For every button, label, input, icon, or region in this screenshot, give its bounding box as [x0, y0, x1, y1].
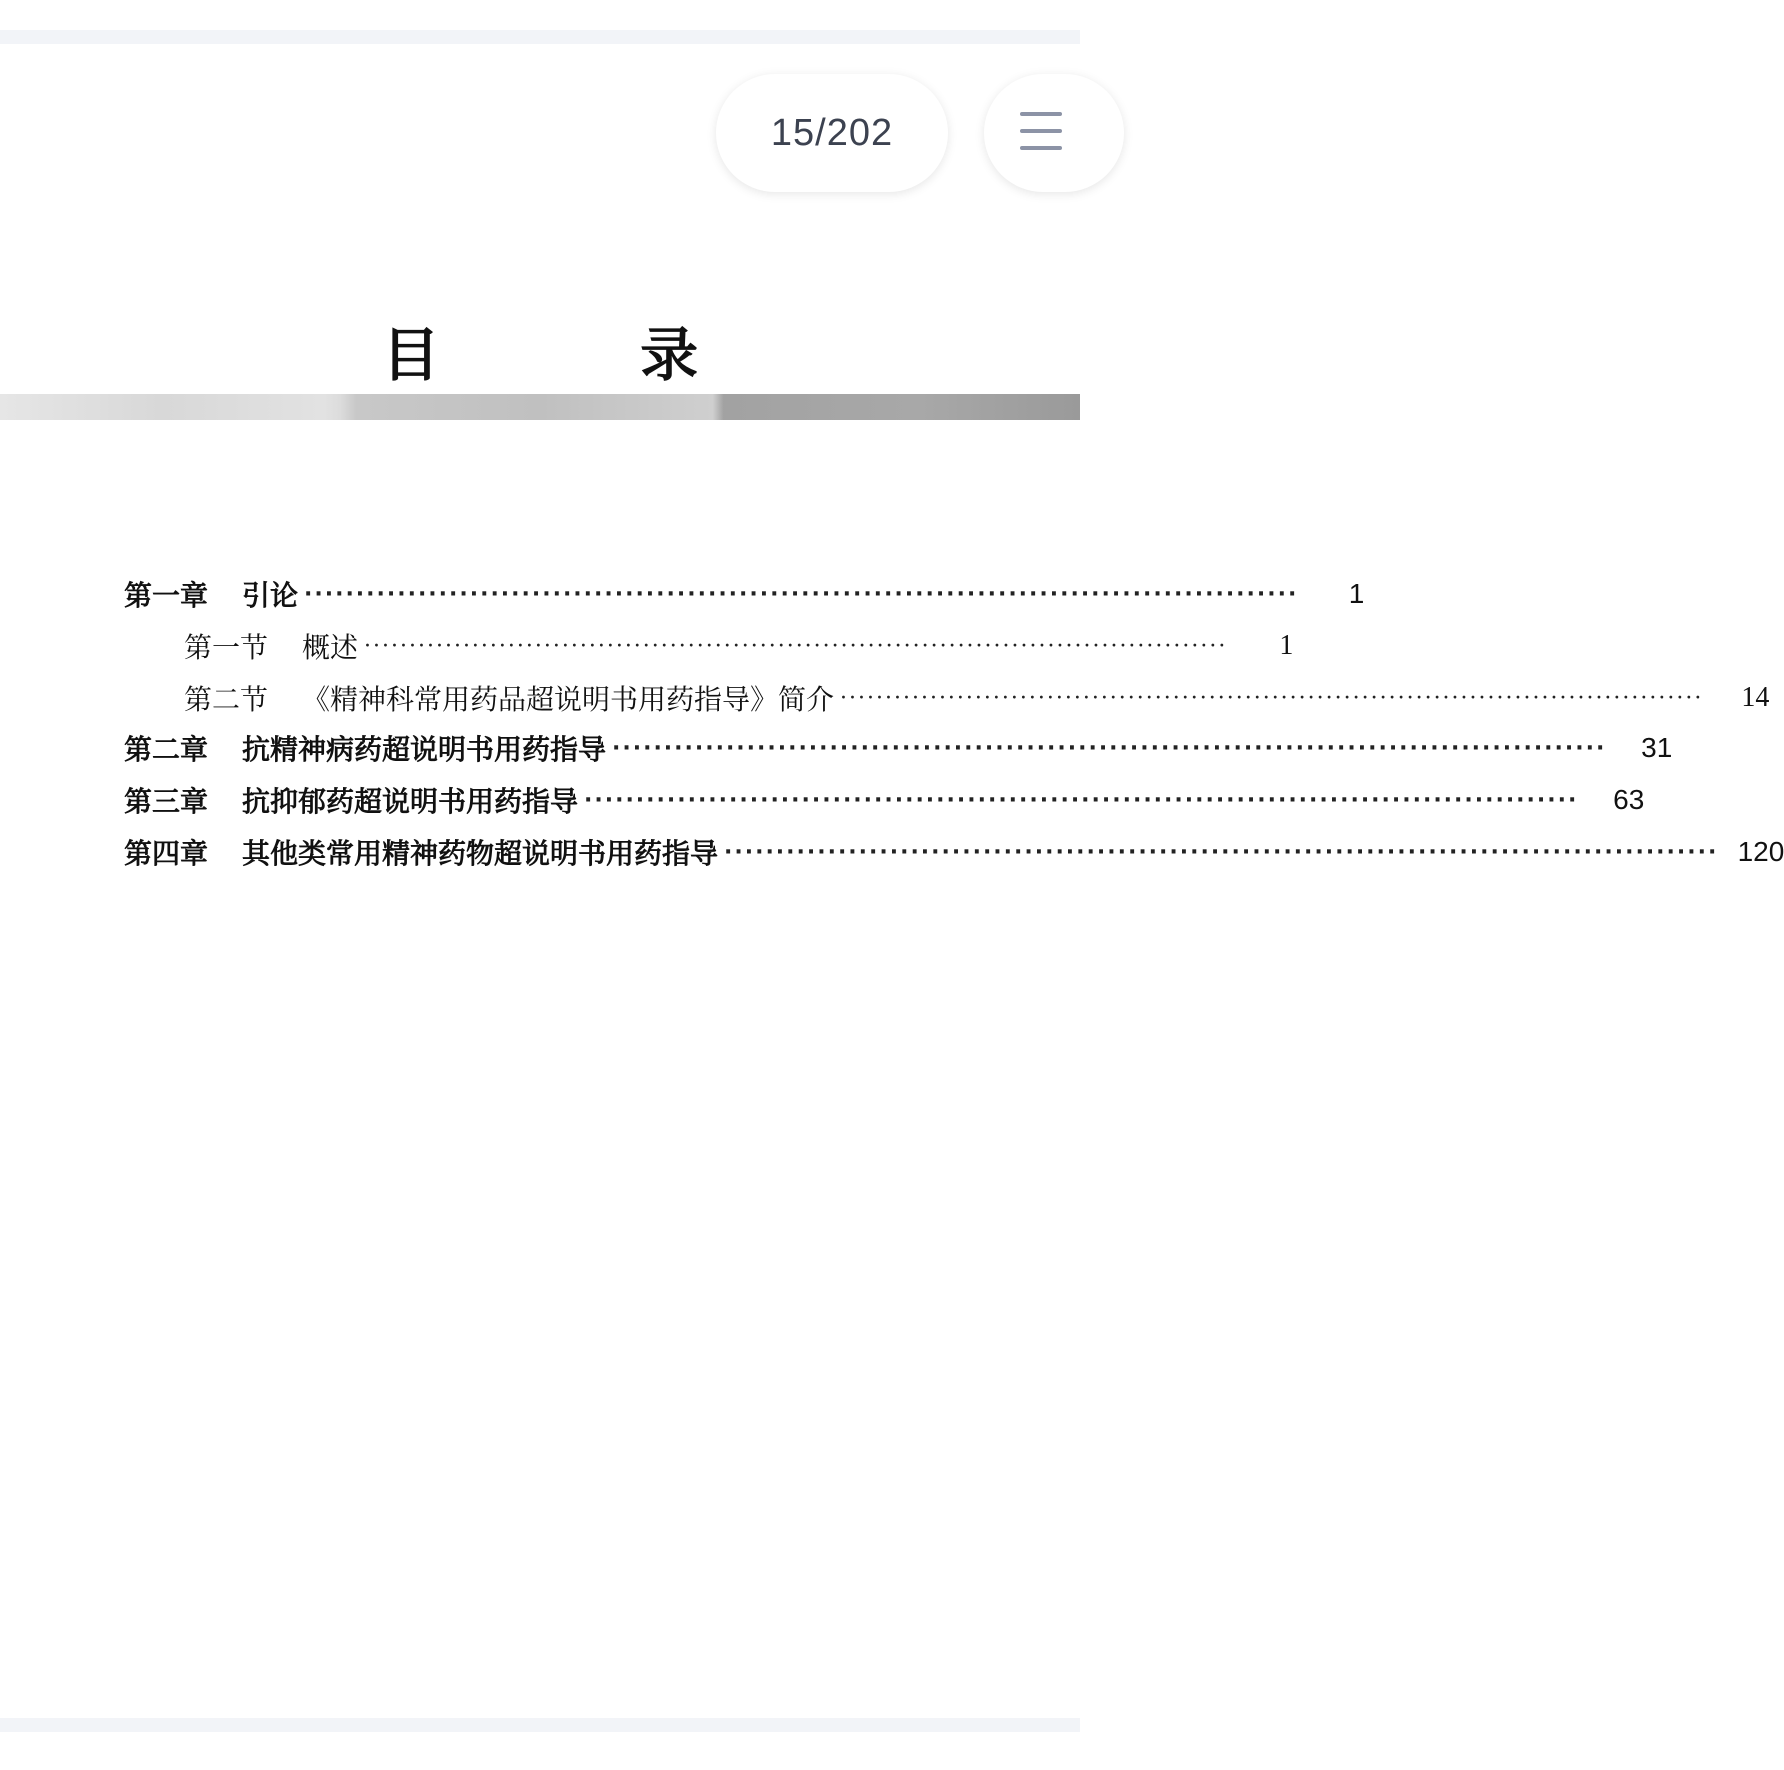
toc-entry-page: 1 [1279, 630, 1294, 661]
toc-entry-label: 第四章 [124, 837, 209, 870]
toc-entry-chapter-2[interactable] [124, 728, 1673, 768]
toc-heading: 目 录 [381, 321, 789, 389]
viewer-bottom-strip [0, 1718, 1080, 1732]
heading-decorative-bar [0, 394, 1080, 420]
toc-dot-leader: ································································································ [840, 685, 1704, 711]
toc-entry-chapter-3[interactable] [124, 780, 1645, 820]
toc-entry-page: 63 [1613, 784, 1645, 815]
page-indicator[interactable]: 15/202 [716, 74, 948, 192]
toc-dot-leader: ································································································ [304, 581, 1299, 607]
toc-entry-label: 第一节 [184, 631, 269, 664]
toc-entry-label: 第一章 [124, 579, 209, 612]
toc-entry-title: 抗抑郁药超说明书用药指导 [242, 785, 579, 818]
toc-dot-leader: ································································································ [364, 633, 1228, 659]
toc-entry-section-1-1[interactable] [184, 626, 1294, 666]
hamburger-menu-icon[interactable] [1020, 112, 1062, 152]
toc-dot-leader: ································································································ [584, 787, 1579, 813]
toc-dot-leader: ································································································ [724, 839, 1719, 865]
toc-dot-leader: ································································································ [612, 735, 1607, 761]
toc-entry-chapter-1[interactable] [124, 574, 1365, 614]
toc-entry-label: 第二节 [184, 683, 269, 716]
viewer-top-strip [0, 30, 1080, 44]
toc-entry-title: 《精神科常用药品超说明书用药指导》简介 [302, 683, 835, 716]
toc-entry-title: 概述 [302, 631, 359, 664]
toc-entry-title: 抗精神病药超说明书用药指导 [242, 733, 607, 766]
toc-entry-page: 1 [1348, 578, 1365, 609]
toc-entry-page: 31 [1641, 732, 1673, 763]
toc-entry-title: 引论 [242, 579, 299, 612]
toc-entry-title: 其他类常用精神药物超说明书用药指导 [242, 837, 719, 870]
toc-entry-page: 14 [1741, 682, 1770, 713]
toc-entry-section-1-2[interactable] [184, 678, 1770, 718]
toc-entry-label: 第三章 [124, 785, 209, 818]
toc-entry-label: 第二章 [124, 733, 209, 766]
toc-entry-chapter-4[interactable] [124, 832, 1784, 872]
toc-entry-page: 120 [1737, 836, 1784, 867]
